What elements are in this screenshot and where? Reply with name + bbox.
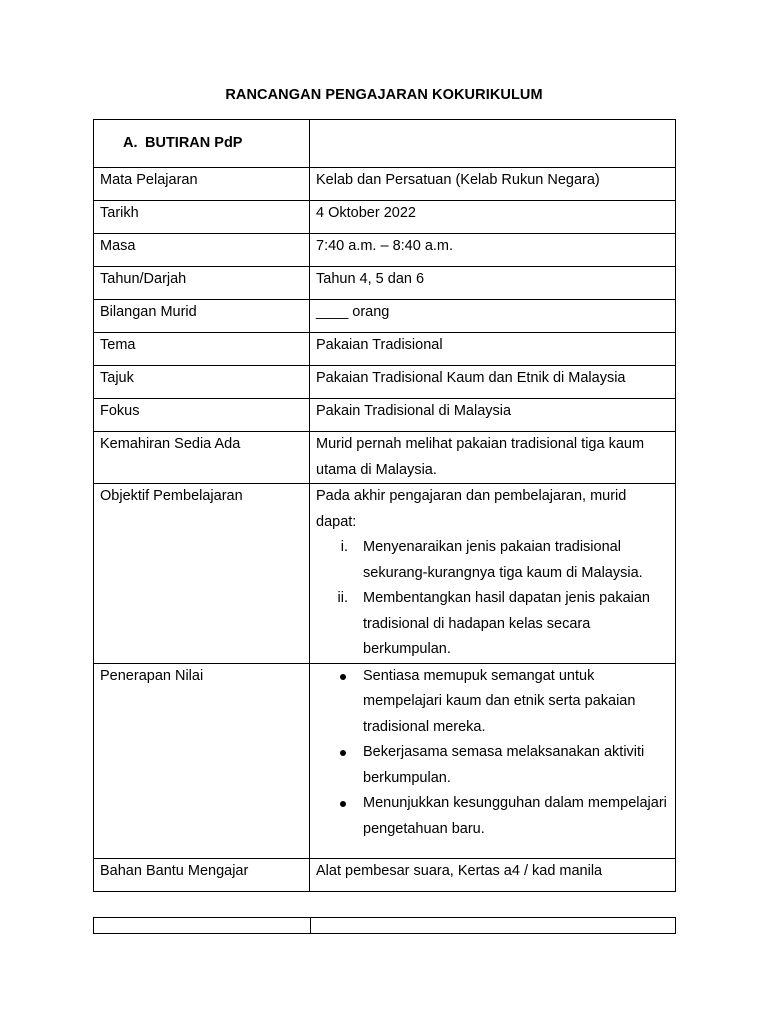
list-item [316, 791, 669, 842]
table-row [94, 267, 676, 300]
table-row [94, 300, 676, 333]
objective-row [94, 484, 676, 664]
objective-list [316, 535, 669, 663]
row-label: Objektif Pembelajaran [94, 484, 310, 664]
row-value: Alat pembesar suara, Kertas a4 / kad manila [310, 859, 676, 892]
list-item [316, 740, 669, 791]
empty-cell [94, 918, 311, 934]
list-item [316, 664, 669, 741]
section-header-row [94, 120, 676, 168]
section-header-cell [94, 120, 310, 168]
row-value: Pakaian Tradisional Kaum dan Etnik di Malaysia [310, 366, 676, 399]
row-label: Tarikh [94, 201, 310, 234]
values-list [316, 664, 669, 843]
section-header-empty-cell [310, 120, 676, 168]
lesson-plan-table [93, 119, 676, 892]
table-row [94, 234, 676, 267]
row-value: Pakaian Tradisional [310, 333, 676, 366]
row-label: Fokus [94, 399, 310, 432]
row-label: Tajuk [94, 366, 310, 399]
table-row [94, 432, 676, 484]
row-value: Kelab dan Persatuan (Kelab Rukun Negara) [310, 168, 676, 201]
bullet-icon [340, 674, 346, 680]
objective-intro: Pada akhir pengajaran dan pembelajaran, murid dapat: [316, 488, 627, 530]
row-value: 7:40 a.m. – 8:40 a.m. [310, 234, 676, 267]
document-title: RANCANGAN PENGAJARAN KOKURIKULUM [225, 87, 543, 103]
row-label: Masa [94, 234, 310, 267]
list-item-text: Menyenaraikan jenis pakaian tradisional sekurang-kurangnya tiga kaum di Malaysia. [363, 539, 643, 581]
section-number: A. [123, 135, 138, 151]
empty-cell [311, 918, 676, 934]
row-label: Tahun/Darjah [94, 267, 310, 300]
section-title: BUTIRAN PdP [145, 135, 243, 151]
row-label: Bahan Bantu Mengajar [94, 859, 310, 892]
table-row [94, 918, 676, 934]
materials-row [94, 859, 676, 892]
list-item-text: Sentiasa memupuk semangat untuk mempelajari kaum dan etnik serta pakaian tradisional mereka. [363, 667, 636, 735]
bullet-icon [340, 750, 346, 756]
section-heading [100, 120, 303, 157]
list-item [316, 586, 669, 663]
row-label: Bilangan Murid [94, 300, 310, 333]
table-row [94, 201, 676, 234]
list-marker: i. [340, 539, 348, 555]
table-row [94, 366, 676, 399]
bullet-icon [340, 801, 346, 807]
list-item-text: Bekerjasama semasa melaksanakan aktiviti berkumpulan. [363, 744, 645, 786]
objective-cell [310, 484, 676, 664]
row-label: Mata Pelajaran [94, 168, 310, 201]
next-table-stub [93, 917, 676, 934]
values-cell [310, 663, 676, 859]
row-label: Penerapan Nilai [94, 663, 310, 859]
row-label: Tema [94, 333, 310, 366]
table-row [94, 168, 676, 201]
list-item-text: Membentangkan hasil dapatan jenis pakaian tradisional di hadapan kelas secara berkumpulan. [363, 590, 650, 657]
list-marker: ii. [337, 590, 348, 606]
list-item [316, 535, 669, 586]
row-value: 4 Oktober 2022 [310, 201, 676, 234]
row-value: ____ orang [310, 300, 676, 333]
row-value: Murid pernah melihat pakaian tradisional tiga kaum utama di Malaysia. [310, 432, 676, 484]
row-value: Tahun 4, 5 dan 6 [310, 267, 676, 300]
table-row [94, 399, 676, 432]
list-item-text: Menunjukkan kesungguhan dalam mempelajari pengetahuan baru. [363, 795, 667, 837]
row-value: Pakain Tradisional di Malaysia [310, 399, 676, 432]
table-row [94, 333, 676, 366]
row-label: Kemahiran Sedia Ada [94, 432, 310, 484]
values-row [94, 663, 676, 859]
